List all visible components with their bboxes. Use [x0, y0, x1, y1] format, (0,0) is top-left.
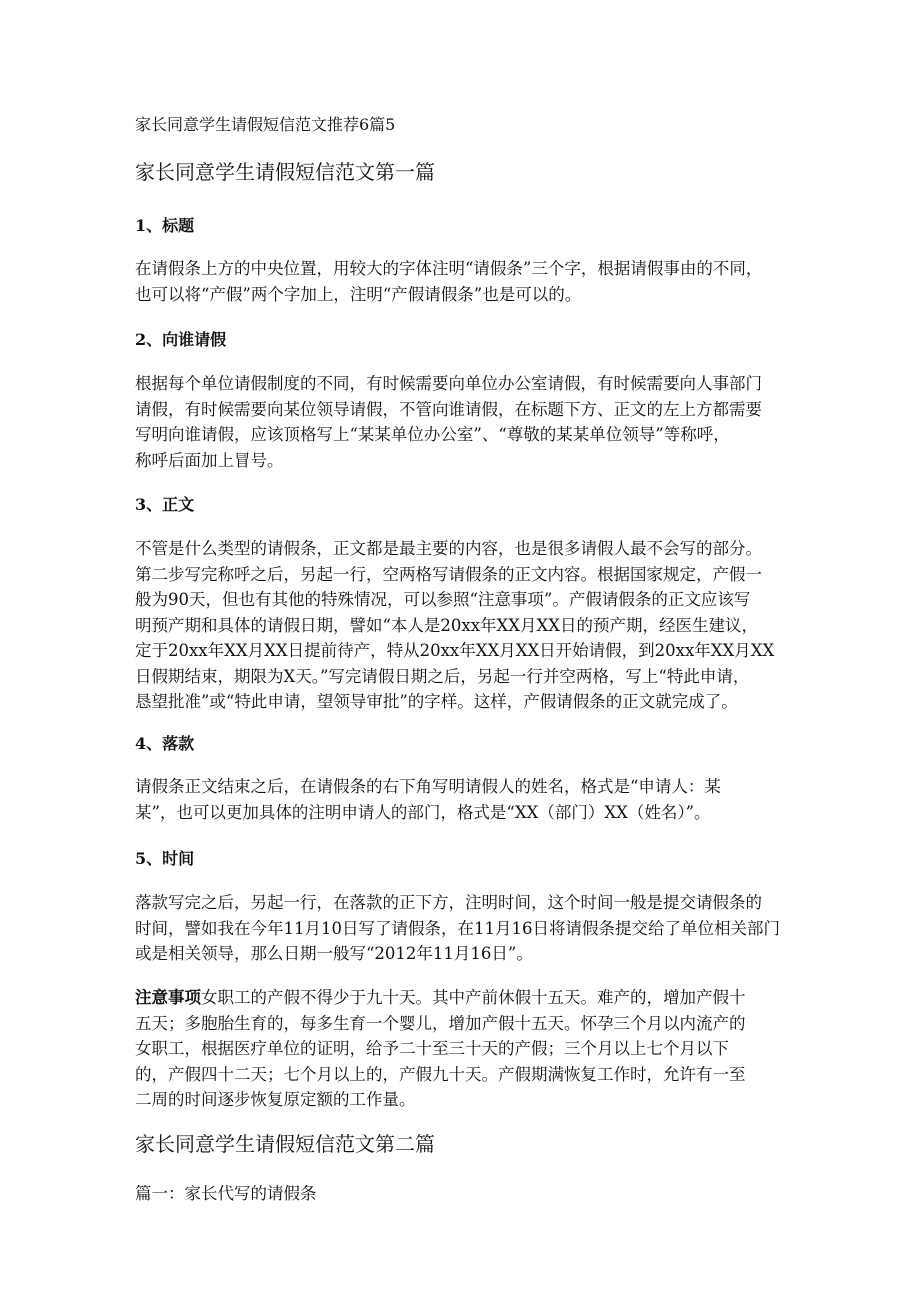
note-first-line: 女职工的产假不得少于九十天。其中产前休假十五天。难产的，增加产假十: [201, 988, 746, 1007]
section-1-heading: 1、标题: [135, 216, 195, 235]
paragraph-line: 写明向谁请假，应该顶格写上“某某单位办公室”、“尊敬的某某单位领导”等称呼，: [135, 425, 730, 444]
document-title: 家长同意学生请假短信范文推荐6篇5: [135, 115, 396, 134]
section-4-heading: 4、落款: [135, 734, 195, 753]
paragraph-line: 时间，譬如我在今年11月10日写了请假条，在11月16日将请假条提交给了单位相关部门: [135, 918, 780, 938]
paragraph-line: 女职工，根据医疗单位的证明，给予二十至三十天的产假；三个月以上七个月以下: [135, 1039, 729, 1058]
paragraph-line: 某”，也可以更加具体的注明申请人的部门，格式是“XX（部门）XX（姓名）”。: [135, 802, 711, 822]
paragraph-line: 根据每个单位请假制度的不同，有时候需要向单位办公室请假，有时候需要向人事部门: [135, 374, 762, 393]
article-2-heading: 家长同意学生请假短信范文第二篇: [135, 1132, 435, 1156]
paragraph-line: 二周的时间逐步恢复原定额的工作量。: [135, 1090, 416, 1109]
section-2-heading: 2、向谁请假: [135, 330, 227, 349]
paragraph-line: [135, 985, 785, 1011]
section-5-paragraph: [135, 890, 785, 967]
section-1-paragraph: [135, 256, 785, 307]
section-4-paragraph: [135, 774, 785, 825]
section-3-paragraph: [135, 536, 785, 715]
note-paragraph: [135, 985, 785, 1113]
section-5-heading: 5、时间: [135, 849, 195, 868]
paragraph-line: 请假，有时候需要向某位领导请假，不管向谁请假，在标题下方、正文的左上方都需要: [135, 399, 762, 419]
paragraph-line: 也可以将“产假”两个字加上，注明“产假请假条”也是可以的。: [135, 284, 582, 304]
paragraph-line: 般为90天，但也有其他的特殊情况，可以参照“注意事项”。产假请假条的正文应该写: [135, 590, 751, 609]
paragraph-line: 明预产期和具体的请假日期，譬如“本人是20xx年XX月XX日的预产期，经医生建议，: [135, 615, 759, 635]
paragraph-line: 的，产假四十二天；七个月以上的，产假九十天。产假期满恢复工作时，允许有一至: [135, 1064, 746, 1084]
paragraph-line: 称呼后面加上冒号。: [135, 450, 284, 470]
paragraph-line: 落款写完之后，另起一行，在落款的正下方，注明时间，这个时间一般是提交请假条的: [135, 893, 762, 912]
paragraph-line: 在请假条上方的中央位置，用较大的字体注明“请假条”三个字，根据请假事由的不同，: [135, 259, 763, 278]
paragraph-line: 定于20xx年XX月XX日提前待产，特从20xx年XX月XX日开始请假，到20xx年XX月XX: [135, 641, 775, 660]
note-label: 注意事项: [135, 988, 201, 1007]
paragraph-line: 恳望批准”或“特此申请，望领导审批”的字样。这样，产假请假条的正文就完成了。: [135, 692, 738, 711]
section-2-paragraph: [135, 371, 785, 473]
paragraph-line: 请假条正文结束之后，在请假条的右下角写明请假人的姓名，格式是“申请人：某: [135, 777, 721, 796]
paragraph-line: 或是相关领导，那么日期一般写“2012年11月16日”。: [135, 944, 533, 963]
paragraph-line: 日假期结束，期限为X天。”写完请假日期之后，另起一行并空两格，写上“特此申请，: [135, 666, 750, 686]
article-2-first-item: 篇一：家长代写的请假条: [135, 1184, 317, 1203]
paragraph-line: 第二步写完称呼之后，另起一行，空两格写请假条的正文内容。根据国家规定，产假一: [135, 564, 762, 584]
section-3-heading: 3、正文: [135, 495, 195, 514]
article-1-heading: 家长同意学生请假短信范文第一篇: [135, 160, 435, 184]
paragraph-line: 五天；多胞胎生育的，每多生育一个婴儿，增加产假十五天。怀孕三个月以内流产的: [135, 1013, 746, 1033]
paragraph-line: 不管是什么类型的请假条，正文都是最主要的内容，也是很多请假人最不会写的部分。: [135, 539, 762, 558]
